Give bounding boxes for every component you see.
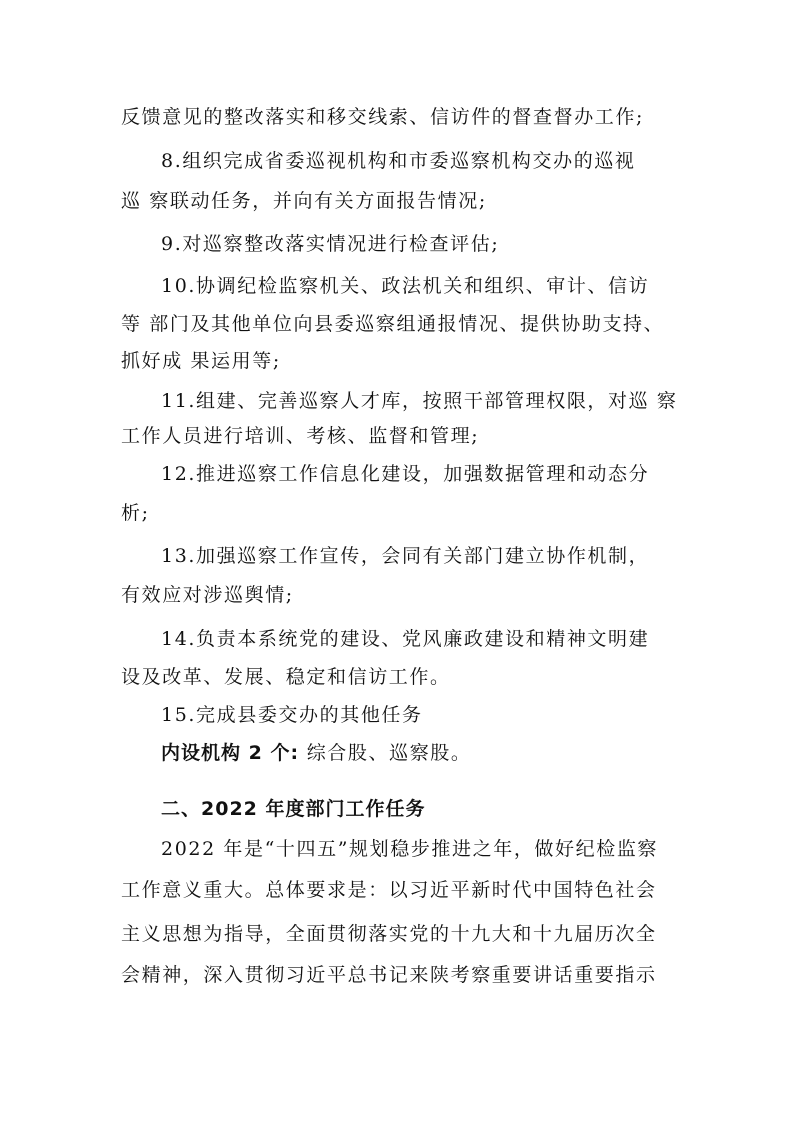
text-line: 析; — [121, 502, 150, 524]
paragraph-line: 会精神，深入贯彻习近平总书记来陕考察重要讲话重要指示 — [121, 964, 657, 986]
text-line: 有效应对涉巡舆情; — [121, 584, 294, 606]
paragraph-line: 2022 年是“十四五”规划稳步推进之年，做好纪检监察 — [161, 838, 659, 860]
text-line: 工作人员进行培训、考核、监督和管理; — [121, 425, 480, 447]
text-line: 抓好成 果运用等; — [121, 350, 281, 372]
internal-structure-value: 综合股、巡察股。 — [306, 742, 472, 764]
text-line: 巡 察联动任务，并向有关方面报告情况; — [121, 190, 487, 212]
text-line: 反馈意见的整改落实和移交线索、信访件的督查督办工作; — [121, 106, 645, 128]
paragraph-line: 工作意义重大。总体要求是：以习近平新时代中国特色社会 — [121, 879, 657, 901]
internal-structure-label: 内设机构 2 个: — [161, 742, 300, 764]
list-item-11: 11.组建、完善巡察人才库，按照干部管理权限，对巡 察 — [161, 390, 678, 412]
section-heading: 二、2022 年度部门工作任务 — [161, 798, 426, 820]
list-item-8: 8.组织完成省委巡视机构和市委巡察机构交办的巡视 — [161, 150, 636, 172]
list-item-14: 14.负责本系统党的建设、党风廉政建设和精神文明建 — [161, 628, 650, 650]
list-item-13: 13.加强巡察工作宣传，会同有关部门建立协作机制， — [161, 545, 650, 567]
text-line: 等 部门及其他单位向县委巡察组通报情况、提供协助支持、 — [121, 313, 665, 335]
text-line: 设及改革、发展、稳定和信访工作。 — [121, 666, 451, 688]
list-item-12: 12.推进巡察工作信息化建设，加强数据管理和动态分 — [161, 463, 650, 485]
internal-structure-line — [161, 740, 677, 766]
list-item-15: 15.完成县委交办的其他任务 — [161, 704, 423, 726]
paragraph-line: 主义思想为指导，全面贯彻落实党的十九大和十九届历次全 — [121, 923, 657, 945]
list-item-9: 9.对巡察整改落实情况进行检查评估; — [161, 233, 500, 255]
list-item-10: 10.协调纪检监察机关、政法机关和组织、审计、信访 — [161, 275, 650, 297]
